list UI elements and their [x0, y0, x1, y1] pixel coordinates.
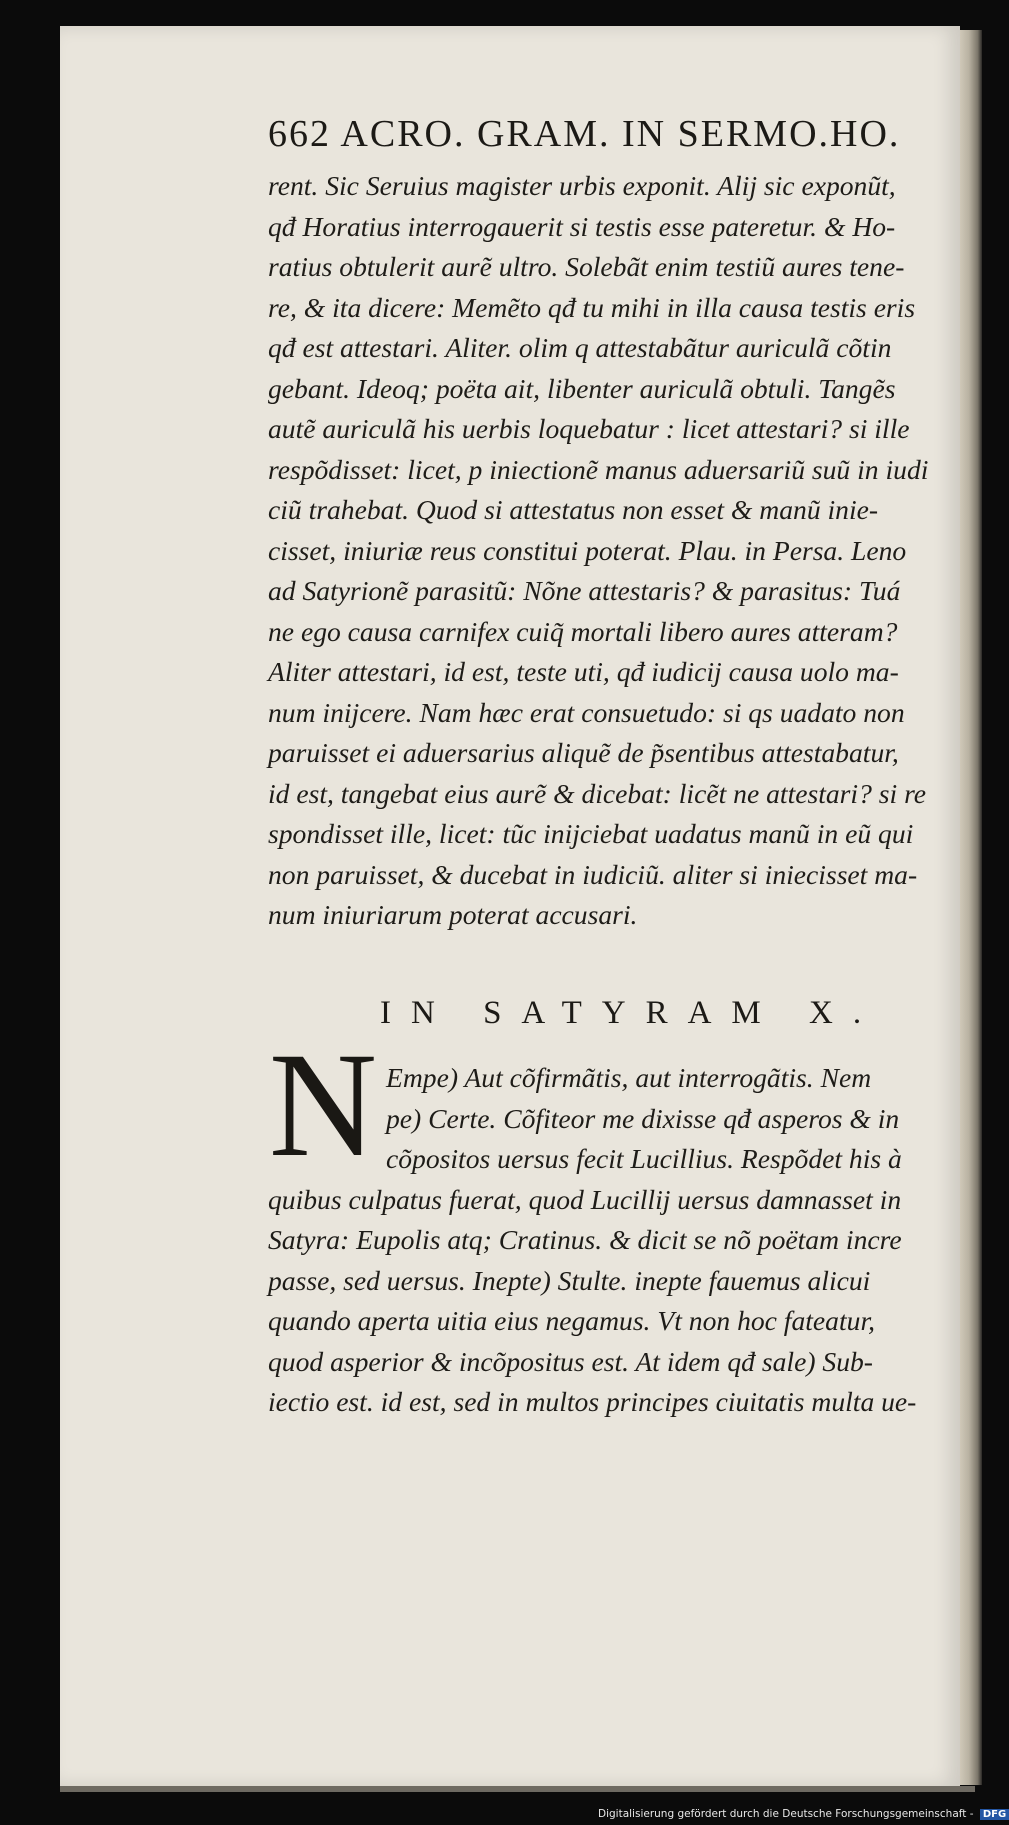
text-line: autẽ auriculã his uerbis loquebatur : licet attestari? si ille	[268, 413, 910, 444]
text-line: qđ Horatius interrogauerit si testis esse pateretur. & Ho-	[268, 210, 896, 242]
text-line: Aliter attestari, id est, teste uti, qđ iudicij causa uolo ma-	[268, 656, 899, 687]
credit-text: Digitalisierung gefördert durch die Deutsche Forschungsgemeinschaft -	[598, 1808, 974, 1820]
text-line: quando aperta uitia eius negamus. Vt non hoc fateatur,	[268, 1305, 876, 1336]
page-edge	[960, 30, 982, 1785]
text-line: rent. Sic Seruius magister urbis exponit. Alij sic exponũt,	[268, 170, 896, 201]
text-line: spondisset ille, licet: tũc inijciebat uadatus manũ in eũ qui	[268, 818, 914, 849]
text-line: num inijcere. Nam hæc erat consuetudo: si qs uadato non	[268, 696, 905, 728]
text-line: passe, sed uersus. Inepte) Stulte. inepte fauemus alicui	[268, 1264, 871, 1296]
text-line: non paruisset, & ducebat in iudiciũ. aliter si iniecisset ma-	[268, 858, 918, 890]
text-line: respõdisset: licet, p iniectionẽ manus aduersariũ suũ in iudi	[268, 453, 929, 485]
text-line: iectio est. id est, sed in multos principes ciuitatis multa ue-	[268, 1386, 917, 1417]
text-line: ne ego causa carnifex cuiq̃ mortali libero aures atteram?	[268, 615, 898, 647]
page-edge-bottom	[60, 1786, 975, 1792]
text-line: cisset, iniuriæ reus constitui poterat. Plau. in Persa. Leno	[268, 534, 907, 566]
text-line: gebant. Ideoq; poëta ait, libenter auriculã obtuli. Tangẽs	[268, 372, 896, 404]
text-line: id est, tangebat eius aurẽ & dicebat: licẽt ne attestari? si re	[268, 777, 927, 809]
text-line: paruisset ei aduersarius aliquẽ de p̃sentibus attestabatur,	[268, 737, 899, 768]
text-line: ciũ trahebat. Quod si attestatus non esset & manũ inie-	[268, 494, 879, 525]
section-title: IN SATYRAM X.	[380, 995, 882, 1031]
text-line: re, & ita dicere: Memẽto qđ tu mihi in illa causa testis eris	[268, 291, 916, 323]
dfg-logo-icon: DFG	[980, 1809, 1009, 1820]
digitization-credit	[598, 1808, 1009, 1820]
drop-cap: N	[268, 1022, 378, 1188]
text-line: Satyra: Eupolis atq; Cratinus. & dicit se nõ poëtam incre	[268, 1224, 902, 1255]
running-title: 662 ACRO. GRAM. IN SERMO.HO.	[268, 113, 901, 155]
text-line: quod asperior & incõpositus est. At idem qđ sale) Sub-	[268, 1345, 873, 1377]
text-line: Empe) Aut cõfirmãtis, aut interrogãtis. Nem	[386, 1062, 872, 1093]
text-line: quibus culpatus fuerat, quod Lucillij uersus damnasset in	[268, 1183, 902, 1215]
body-text	[268, 166, 940, 936]
text-line: cõpositos uersus fecit Lucillius. Respõdet his à	[386, 1143, 902, 1174]
text-line: ratius obtulerit aurẽ ultro. Solebãt enim testiũ aures tene-	[268, 251, 905, 282]
section-text	[268, 1058, 940, 1423]
text-line: pe) Certe. Cõfiteor me dixisse qđ asperos & in	[386, 1102, 900, 1134]
text-line: qđ est attestari. Aliter. olim q attestabãtur auriculã cõtin	[268, 332, 892, 363]
text-line: ad Satyrionẽ parasitũ: Nõne attestaris? & parasitus: Tuá	[268, 575, 901, 606]
text-line: num iniuriarum poterat accusari.	[268, 899, 638, 930]
